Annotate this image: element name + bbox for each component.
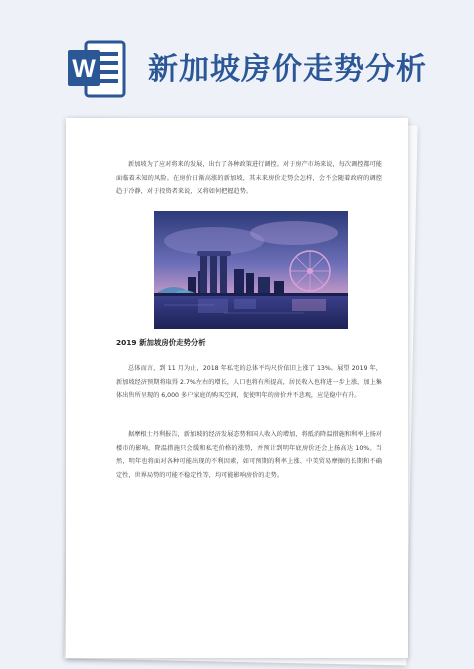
body-paragraph-1: 总体而言，到 11 月为止，2018 年私宅的总体平均尺价依旧上涨了 13%。展望 2019 年，新加坡经济预期将取得 2.7%左右的增长，人口也将有所提高，居民收入也将进一步上涨，加上集体出售所呈现的 6,000 多户家庭的购买空间，促使明年的房价并不悲观，应是稳中有升。 <box>116 365 382 400</box>
document-preview <box>66 118 408 658</box>
document-page <box>66 118 408 658</box>
svg-text:W: W <box>72 55 96 83</box>
section-heading: 2019 新加坡房价走势分析 <box>116 338 206 347</box>
body-paragraph-2: 据摩根士丹利报告，新加坡的经济发展态势和国人收入的增加，将抵消降温措施和利率上扬对楼市的影响，降温措施只会缓和私宅价格的涨势，并预计到明年底房价还会上扬高达 10%。当然，明年也将面对各种可能出现的不利因素，如可预期的利率上涨、中美贸易摩擦的长期和不确定性，世界局势的可能不稳定性等，均可能影响房价的走势。 <box>116 431 382 479</box>
header-banner <box>0 0 474 112</box>
singapore-skyline-photo <box>154 211 348 329</box>
intro-paragraph: 新加坡为了应对将来的发展，出台了各种政策进行调控。对于房产市场来说，每次调控都可能面临着未知的风险。在房价日渐高涨的新加坡，其未来房价走势会怎样，会不会随着政府的调控趋于冷静，对于投资者来说，又将如何把握趋势。 <box>116 161 382 196</box>
page-title: 新加坡房价走势分析 <box>148 52 427 87</box>
word-document-icon <box>66 38 126 100</box>
